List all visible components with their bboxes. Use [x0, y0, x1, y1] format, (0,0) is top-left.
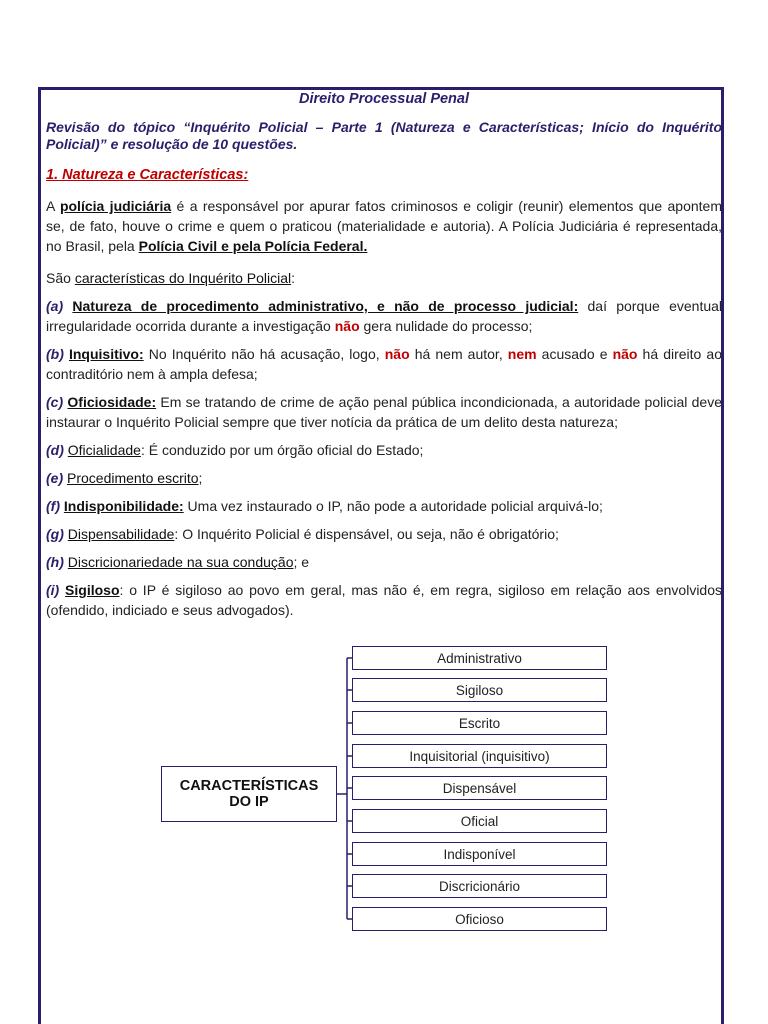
diagram-main-box: CARACTERÍSTICAS DO IP — [161, 766, 337, 822]
diagram-box-oficial: Oficial — [352, 809, 607, 833]
paragraph-policia-judiciaria: A polícia judiciária é a responsável por apurar fatos criminosos e coligir (reunir) elementos que apontem se, de fato, houve o crime e quem o praticou (materialidade e autoria). A Polícia Judiciária é representada, no Brasil, pela Polícia Civil e pela Polícia Federal. — [46, 198, 722, 254]
item-d: (d) Oficialidade: É conduzido por um órgão oficial do Estado; — [46, 442, 424, 458]
item-e: (e) Procedimento escrito; — [46, 470, 203, 486]
diagram-box-oficioso: Oficioso — [352, 907, 607, 931]
page-title: Direito Processual Penal — [298, 91, 470, 107]
diagram-box-administrativo: Administrativo — [352, 646, 607, 670]
page-subtitle: Revisão do tópico “Inquérito Policial – Parte 1 (Natureza e Características; Início do Inquérito Policial)” e resolução de 10 questões. — [46, 119, 722, 152]
diagram-box-escrito: Escrito — [352, 711, 607, 735]
paragraph-caracteristicas-intro: São características do Inquérito Policial: — [46, 270, 296, 286]
diagram-box-sigiloso: Sigiloso — [352, 678, 607, 702]
item-f: (f) Indisponibilidade: Uma vez instaurado o IP, não pode a autoridade policial arquivá-lo; — [46, 498, 603, 514]
diagram-box-inquisitorial: Inquisitorial (inquisitivo) — [352, 744, 607, 768]
item-b: (b) Inquisitivo: No Inquérito não há acusação, logo, não há nem autor, nem acusado e não há direito ao contraditório nem à ampla defesa; — [46, 346, 722, 382]
diagram-box-dispensavel: Dispensável — [352, 776, 607, 800]
item-g: (g) Dispensabilidade: O Inquérito Policial é dispensável, ou seja, não é obrigatório; — [46, 526, 559, 542]
item-c: (c) Oficiosidade: Em se tratando de crime de ação penal pública incondicionada, a autoridade policial deve instaurar o Inquérito Policial sempre que tiver notícia da prática de um delito desta natureza; — [46, 394, 722, 430]
section-heading: 1. Natureza e Características: — [46, 167, 249, 183]
item-h: (h) Discricionariedade na sua condução; e — [46, 554, 310, 570]
diagram-box-indisponivel: Indisponível — [352, 842, 607, 866]
item-i: (i) Sigiloso: o IP é sigiloso ao povo em geral, mas não é, em regra, sigiloso em relação aos envolvidos (ofendido, indiciado e seus advogados). — [46, 582, 723, 618]
item-a: (a) Natureza de procedimento administrativo, e não de processo judicial: daí porque eventual irregularidade ocorrida durante a investigação não gera nulidade do processo; — [46, 298, 723, 334]
diagram-box-discricionario: Discricionário — [352, 874, 607, 898]
